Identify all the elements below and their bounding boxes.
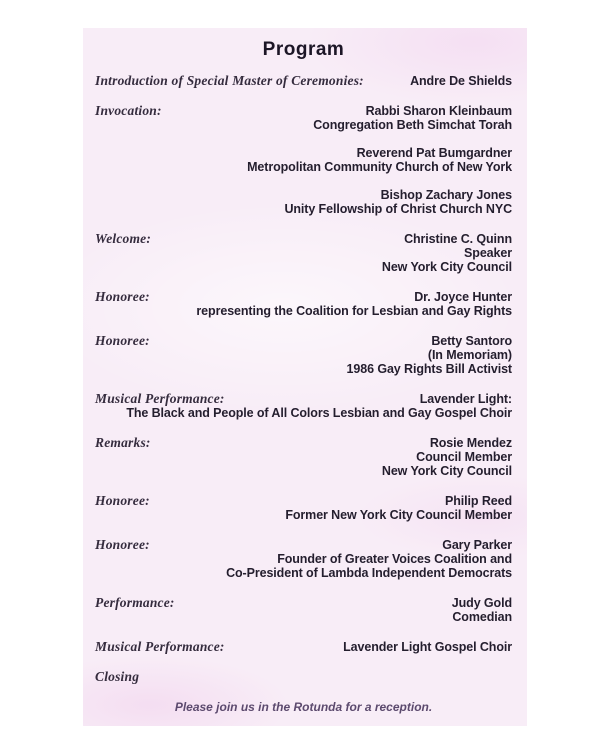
row-label: Musical Performance: xyxy=(95,639,225,654)
program-row xyxy=(95,290,512,318)
entry-line: Betty Santoro xyxy=(431,334,512,348)
program-row xyxy=(95,596,512,624)
row-label: Remarks: xyxy=(95,435,151,450)
entry-line: Gary Parker xyxy=(442,538,512,552)
entry-line: Dr. Joyce Hunter xyxy=(414,290,512,304)
entry-group xyxy=(95,538,512,580)
row-label: Invocation: xyxy=(95,103,162,118)
entry-line: Speaker xyxy=(464,246,512,260)
entry-line: Congregation Beth Simchat Torah xyxy=(313,118,512,132)
program-row xyxy=(95,538,512,580)
program-row xyxy=(95,104,512,216)
row-label: Honoree: xyxy=(95,493,150,508)
entry-line: Andre De Shields xyxy=(410,74,512,88)
entry-line: Christine C. Quinn xyxy=(404,232,512,246)
entry-line: Reverend Pat Bumgardner xyxy=(356,146,512,160)
program-row xyxy=(95,392,512,420)
row-label: Introduction of Special Master of Ceremonies: xyxy=(95,73,364,88)
row-label: Welcome: xyxy=(95,231,152,246)
row-label: Performance: xyxy=(95,595,175,610)
row-entries xyxy=(95,290,512,318)
entry-group xyxy=(95,290,512,318)
row-entries xyxy=(95,104,512,216)
entry-group xyxy=(95,334,512,376)
entry-line: Judy Gold xyxy=(451,596,512,610)
entry-line: 1986 Gay Rights Bill Activist xyxy=(346,362,512,376)
entry-line: Lavender Light Gospel Choir xyxy=(343,640,512,654)
entry-line: Rabbi Sharon Kleinbaum xyxy=(365,104,512,118)
row-label: Honoree: xyxy=(95,289,150,304)
row-label: Honoree: xyxy=(95,333,150,348)
row-entries xyxy=(95,436,512,478)
entry-line: Philip Reed xyxy=(445,494,512,508)
footer-note: Please join us in the Rotunda for a reception. xyxy=(174,700,433,714)
program-row xyxy=(95,494,512,522)
entry-group xyxy=(95,494,512,522)
entry-line: Unity Fellowship of Christ Church NYC xyxy=(284,202,512,216)
entry-line: Co-President of Lambda Independent Democrats xyxy=(226,566,512,580)
program-row xyxy=(95,670,512,684)
entry-group xyxy=(95,188,512,216)
entry-line: New York City Council xyxy=(381,464,512,478)
entry-line: (In Memoriam) xyxy=(427,348,512,362)
program-page xyxy=(83,28,527,726)
row-entries xyxy=(95,334,512,376)
program-row xyxy=(95,436,512,478)
page-title: Program xyxy=(262,39,345,60)
entry-line: New York City Council xyxy=(381,260,512,274)
entry-line: Metropolitan Community Church of New York xyxy=(247,160,512,174)
row-label: Honoree: xyxy=(95,537,150,552)
entry-group xyxy=(95,232,512,274)
entry-line: Bishop Zachary Jones xyxy=(380,188,512,202)
entry-line: Council Member xyxy=(416,450,512,464)
row-label: Closing xyxy=(95,669,140,684)
entry-group xyxy=(95,436,512,478)
row-entries xyxy=(95,232,512,274)
program-row xyxy=(95,640,512,654)
entry-group xyxy=(95,146,512,174)
row-label: Musical Performance: xyxy=(95,391,225,406)
program-row xyxy=(95,232,512,274)
entry-line: Lavender Light: xyxy=(419,392,512,406)
entry-line: Former New York City Council Member xyxy=(285,508,512,522)
row-entries xyxy=(95,538,512,580)
entry-line: representing the Coalition for Lesbian and Gay Rights xyxy=(196,304,512,318)
entry-line: Rosie Mendez xyxy=(429,436,512,450)
entry-line: The Black and People of All Colors Lesbian and Gay Gospel Choir xyxy=(126,406,512,420)
program-row xyxy=(95,334,512,376)
program-row xyxy=(95,74,512,88)
entry-line: Founder of Greater Voices Coalition and xyxy=(277,552,512,566)
entry-line: Comedian xyxy=(452,610,512,624)
row-entries xyxy=(95,494,512,522)
